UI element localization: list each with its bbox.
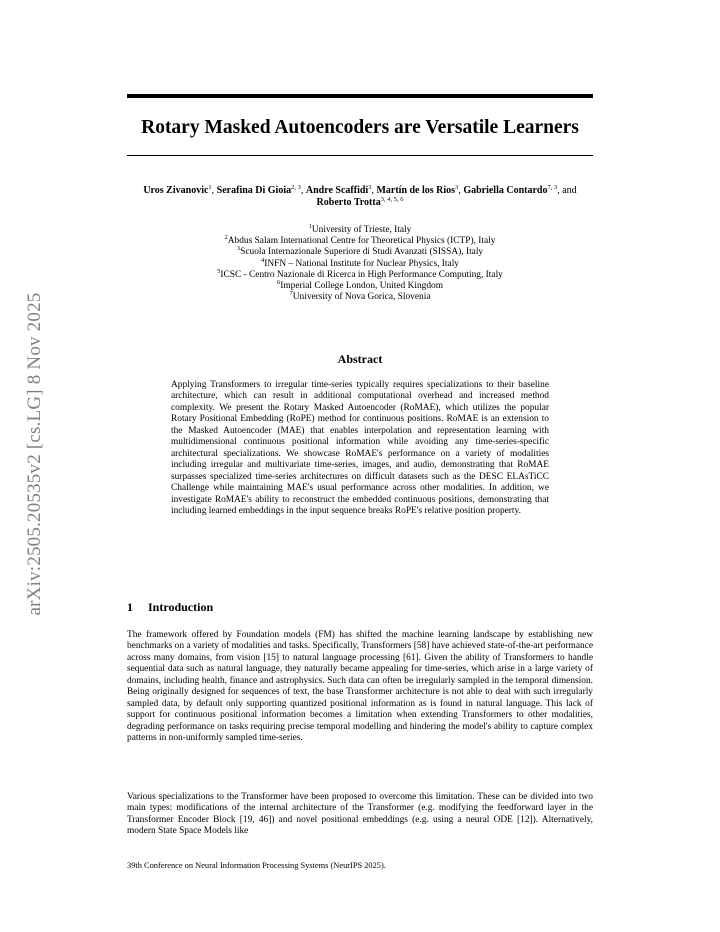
affiliation-sup: 6 [277, 279, 281, 287]
conference-footer: 39th Conference on Neural Information Processing Systems (NeurIPS 2025). [127, 861, 386, 870]
paper-title: Rotary Masked Autoencoders are Versatile Learners [141, 117, 579, 138]
section-title: Introduction [148, 600, 214, 614]
author-sup: 3 [455, 184, 459, 191]
affiliation-text: Abdus Salam International Centre for Theoretical Physics (ICTP), Italy [227, 236, 496, 247]
author-and: and [562, 185, 577, 196]
affiliation [140, 292, 580, 303]
author-name: Martín de los Rios [376, 185, 456, 196]
affiliation-sup: 1 [308, 223, 312, 230]
affiliation [140, 247, 580, 258]
affiliation-text: University of Nova Gorica, Slovenia [292, 292, 431, 303]
author-name: Uros Zivanovic [143, 185, 209, 196]
affiliation-sup: 4 [260, 256, 265, 264]
affiliation-sup: 7 [289, 290, 293, 298]
author-sup: 1 [208, 184, 212, 191]
section-heading [127, 600, 213, 615]
affiliation [140, 225, 580, 236]
title-top-rule [127, 94, 593, 98]
arxiv-stamp: arXiv:2505.20535v2 [cs.LG] 8 Nov 2025 [24, 292, 45, 616]
author-list: Uros Zivanovic$^1$, Serafina Di Gioia$^{2, 3}$, Andre Scaffidi$^3$, Martín de los Rios$^3$, Gabriella Contardo$^{7, 3}$, and Roberto Trotta$^{3, 4, 5, 6}$ [143, 184, 577, 208]
affiliation-sup: 5 [217, 267, 221, 275]
author-name: Andre Scaffidi [305, 185, 369, 196]
affiliation [140, 256, 580, 270]
title-bottom-rule [127, 155, 593, 156]
affiliation-text: Imperial College London, United Kingdom [280, 281, 443, 292]
abstract-heading: Abstract [337, 352, 383, 366]
affiliation-list [140, 225, 580, 303]
author-name: Roberto Trotta [316, 197, 381, 208]
affiliation [140, 236, 580, 247]
author-name: Serafina Di Gioia [216, 185, 292, 196]
affiliation [140, 281, 580, 292]
abstract-text: Applying Transformers to irregular time-series typically requires specializations to their baseline architecture, which can result in additional computational overhead and increased method complexity. We present the Rotary Masked Autoencoder (RoMAE), which utilizes the popular Rotary Positional Embedding (RoPE) method for continuous positions. RoMAE is an extension to the Masked Autoencoder (MAE) that enables interpolation and representation learning with multidimensional continuous positional information while avoiding any time-series-specific architectural specializations. We showcase RoMAE's performance on a variety of modalities including irregular and multivariate time-series, images, and audio, demonstrating that RoMAE surpasses specialized time-series architectures on difficult datasets such as the DESC ELAsTiCC Challenge while maintaining MAE's usual performance across other modalities. In addition, we investigate RoMAE's ability to reconstruct the embedded continuous positions, demonstrating that including learned embeddings in the input sequence breaks RoPE's relative position property. [171, 380, 549, 516]
affiliation [140, 267, 580, 281]
author-sup: 3 [368, 184, 372, 191]
affiliation-sup: 3 [236, 245, 241, 253]
intro-paragraph-1: The framework offered by Foundation models (FM) has shifted the machine learning landscape by establishing new benchmarks on a variety of modalities and tasks. Specifically, Transformers [58] have achieved state-of-the-art performance across many domains, from vision [15] to natural language processing [61]. Given the ability of Transformers to handle sequential data such as natural language, they naturally became appealing for time-series, which arise in a large variety of domains, including health, finance and astrophysics. Such data can often be irregularly sampled in the temporal dimension. Being originally designed for sequences of text, the base Transformer architecture is not able to deal with such irregularly sampled data, by default only supporting quantized positional information as is found in natural language. This lack of support for continuous positional information becomes a limitation when extending Transformers to other modalities, degrading performance on tasks requiring precise temporal modelling and hindering the model's ability to capture complex patterns in non-uniformly sampled time-series. [127, 630, 593, 744]
author-name: Gabriella Contardo [463, 185, 548, 196]
author-sup: 3, 4, 5, 6 [380, 196, 404, 203]
affiliation-text: University of Trieste, Italy [311, 225, 412, 235]
intro-paragraph-2: Various specializations to the Transformer have been proposed to overcome this limitation. These can be divided into two main types: modifications of the internal architecture of the Transformer (e.g. modifying the feedforward layer in the Transformer Encoder Block [19, 46]) and novel positional embeddings (e.g. using a neural ODE [12]). Alternatively, modern State Space Models like [127, 792, 593, 837]
affiliation-text: Scuola Internazionale Superiore di Studi Avanzati (SISSA), Italy [240, 247, 484, 258]
section-number: 1 [127, 600, 133, 614]
affiliation-text: ICSC - Centro Nazionale di Ricerca in High Performance Computing, Italy [220, 269, 503, 280]
author-sup: 2, 3 [291, 184, 301, 191]
author-sup: 7, 3 [547, 184, 558, 191]
affiliation-sup: 2 [224, 234, 228, 242]
affiliation-text: INFN – National Institute for Nuclear Physics, Italy [264, 258, 459, 269]
